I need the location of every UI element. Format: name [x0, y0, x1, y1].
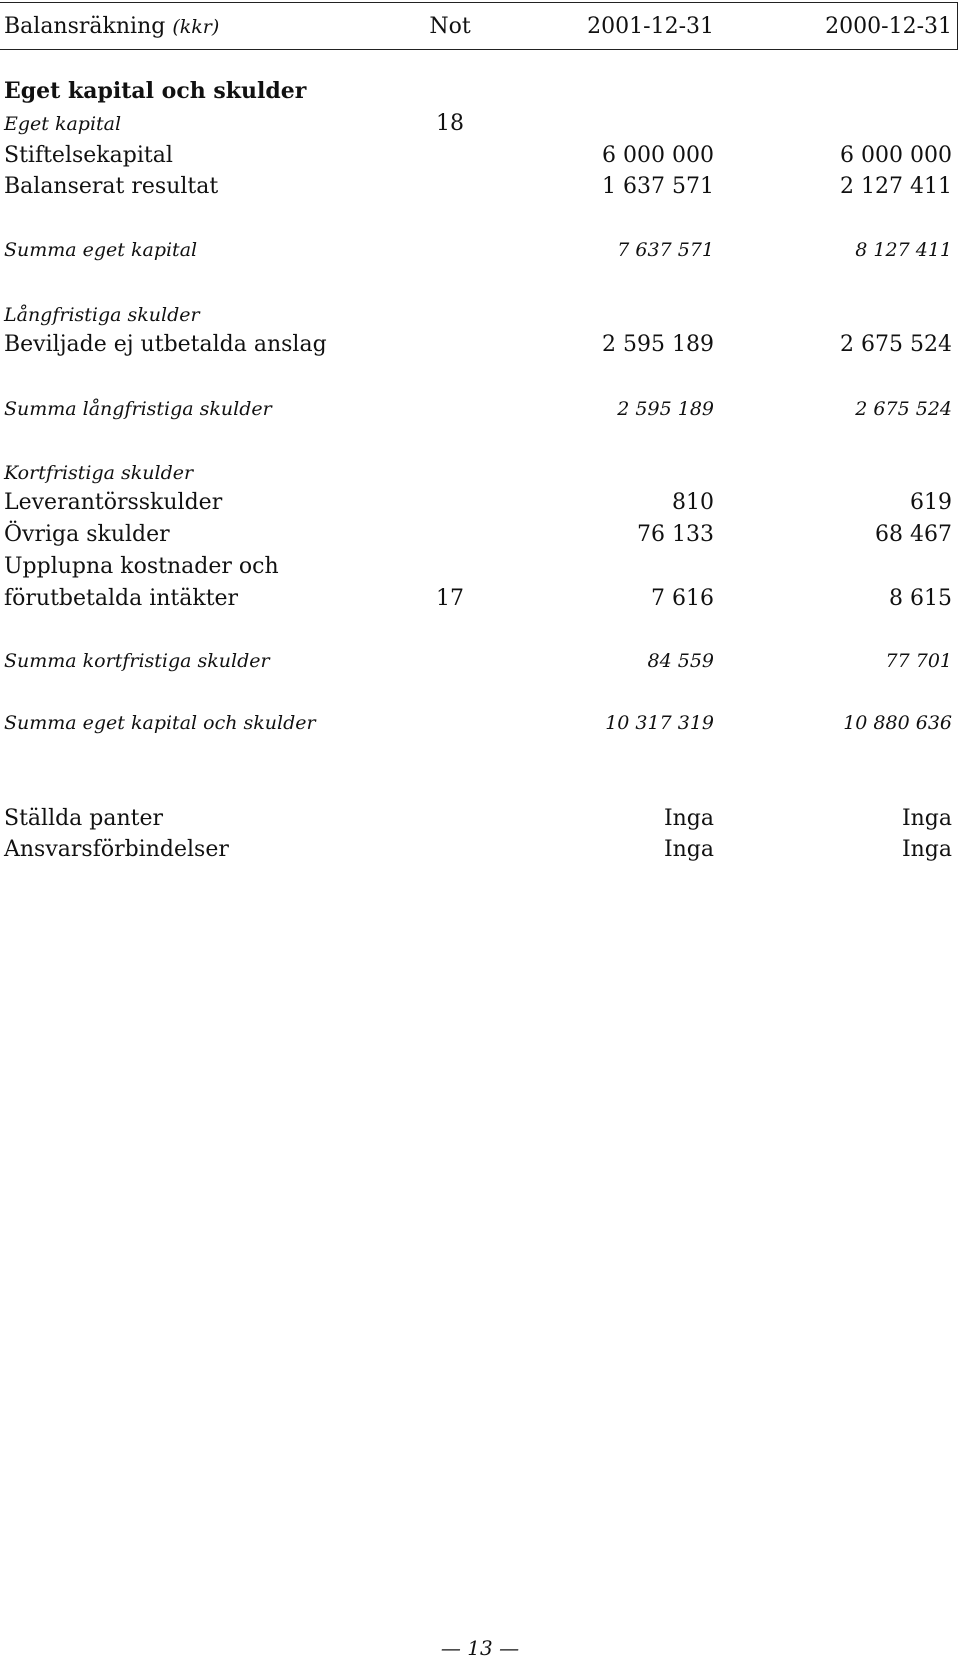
footer-row-label: Ställda panter — [4, 806, 164, 831]
sum-value-2001: 84 559 — [647, 650, 714, 672]
row-value-2000: 6 000 000 — [840, 143, 952, 168]
section-title: Eget kapital och skulder — [4, 78, 307, 104]
row-note: 17 — [436, 586, 464, 611]
header-title-group — [4, 14, 219, 40]
row-value-2001: 810 — [672, 490, 714, 515]
row-value-2001: 6 000 000 — [602, 143, 714, 168]
eget-kapital-heading: Eget kapital — [4, 113, 122, 135]
sum-value-2000: 2 675 524 — [855, 398, 952, 420]
row-value-2001: 7 616 — [651, 586, 714, 611]
eget-kapital-note: 18 — [436, 111, 464, 136]
row-label: Upplupna kostnader och — [4, 554, 279, 579]
total-value-2001: 10 317 319 — [605, 712, 714, 734]
row-label: Leverantörsskulder — [4, 490, 223, 515]
row-value-2001: 1 637 571 — [602, 174, 714, 199]
langfristiga-heading: Långfristiga skulder — [4, 304, 200, 326]
footer-row-label: Ansvarsförbindelser — [4, 837, 229, 862]
sum-label: Summa eget kapital — [4, 239, 198, 261]
sum-value-2001: 2 595 189 — [617, 398, 714, 420]
sum-label: Summa kortfristiga skulder — [4, 650, 270, 672]
footer-row-value-2001: Inga — [663, 806, 714, 831]
sum-label: Summa långfristiga skulder — [4, 398, 272, 420]
total-value-2000: 10 880 636 — [843, 712, 952, 734]
row-value-2001: 76 133 — [637, 522, 714, 547]
footer-row-value-2001: Inga — [663, 837, 714, 862]
row-label: Beviljade ej utbetalda anslag — [4, 332, 327, 357]
row-value-2000: 2 675 524 — [840, 332, 952, 357]
footer-row-value-2000: Inga — [901, 806, 952, 831]
row-value-2000: 68 467 — [875, 522, 952, 547]
sum-value-2000: 8 127 411 — [855, 239, 952, 261]
row-label: Balanserat resultat — [4, 174, 219, 199]
page-number: — 13 — — [440, 1636, 520, 1660]
total-label: Summa eget kapital och skulder — [4, 712, 316, 734]
header-unit: (kkr) — [172, 16, 220, 38]
kortfristiga-heading: Kortfristiga skulder — [4, 462, 194, 484]
row-value-2000: 619 — [910, 490, 952, 515]
row-value-2000: 8 615 — [889, 586, 952, 611]
header-title: Balansräkning — [4, 14, 166, 39]
footer-row-value-2000: Inga — [901, 837, 952, 862]
row-label: förutbetalda intäkter — [4, 586, 239, 611]
row-label: Övriga skulder — [4, 522, 170, 547]
row-value-2000: 2 127 411 — [840, 174, 952, 199]
row-label: Stiftelsekapital — [4, 143, 173, 168]
header-note-column: Not — [429, 14, 471, 39]
header-col-2001: 2001-12-31 — [587, 14, 714, 39]
header-col-2000: 2000-12-31 — [825, 14, 952, 39]
row-value-2001: 2 595 189 — [602, 332, 714, 357]
sum-value-2000: 77 701 — [885, 650, 952, 672]
sum-value-2001: 7 637 571 — [617, 239, 714, 261]
